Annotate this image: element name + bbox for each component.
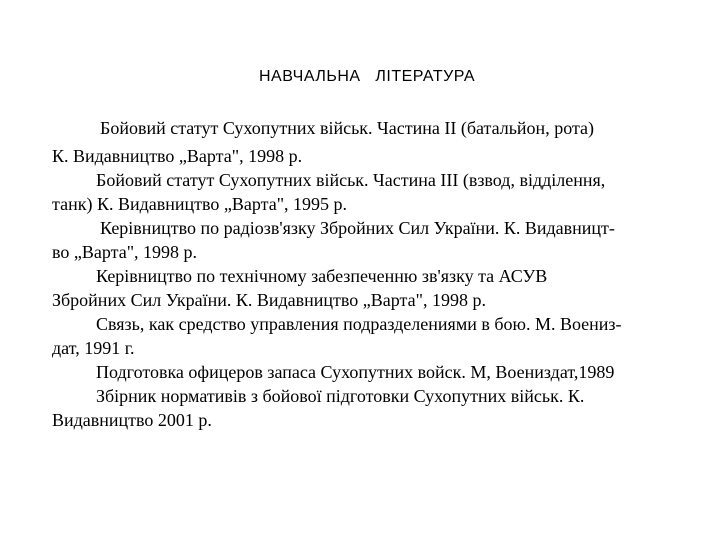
reference-line: Видавництво 2001 р. — [52, 410, 212, 430]
reference-line: Связь, как средство управления подразделениями в бою. М. Воениз- — [96, 314, 622, 334]
reference-line: Подготовка офицеров запаса Сухопутних войск. М, Воениздат,1989 — [96, 362, 615, 382]
page-title: НАВЧАЛЬНА ЛІТЕРАТУРА — [258, 68, 476, 85]
reference-line: Керівництво по технічному забезпеченню зв'язку та АСУВ — [96, 266, 548, 286]
reference-line: во „Варта", 1998 р. — [52, 242, 198, 262]
reference-line: К. Видавництво „Варта", 1998 р. — [52, 146, 303, 166]
reference-line: Збройних Сил України. К. Видавництво „Варта", 1998 р. — [52, 290, 486, 310]
reference-line: Збірник нормативів з бойової підготовки Сухопутних військ. К. — [96, 386, 585, 406]
reference-line: танк) К. Видавництво „Варта", 1995 р. — [52, 194, 348, 214]
reference-line: Бойовий статут Сухопутних військ. Частина II (батальйон, рота) — [100, 118, 595, 138]
reference-line: Керівництво по радіозв'язку Збройних Сил України. К. Видавницт- — [100, 218, 615, 238]
reference-line: дат, 1991 г. — [52, 338, 135, 358]
reference-line: Бойовий статут Сухопутних військ. Частина III (взвод, відділення, — [96, 170, 606, 190]
